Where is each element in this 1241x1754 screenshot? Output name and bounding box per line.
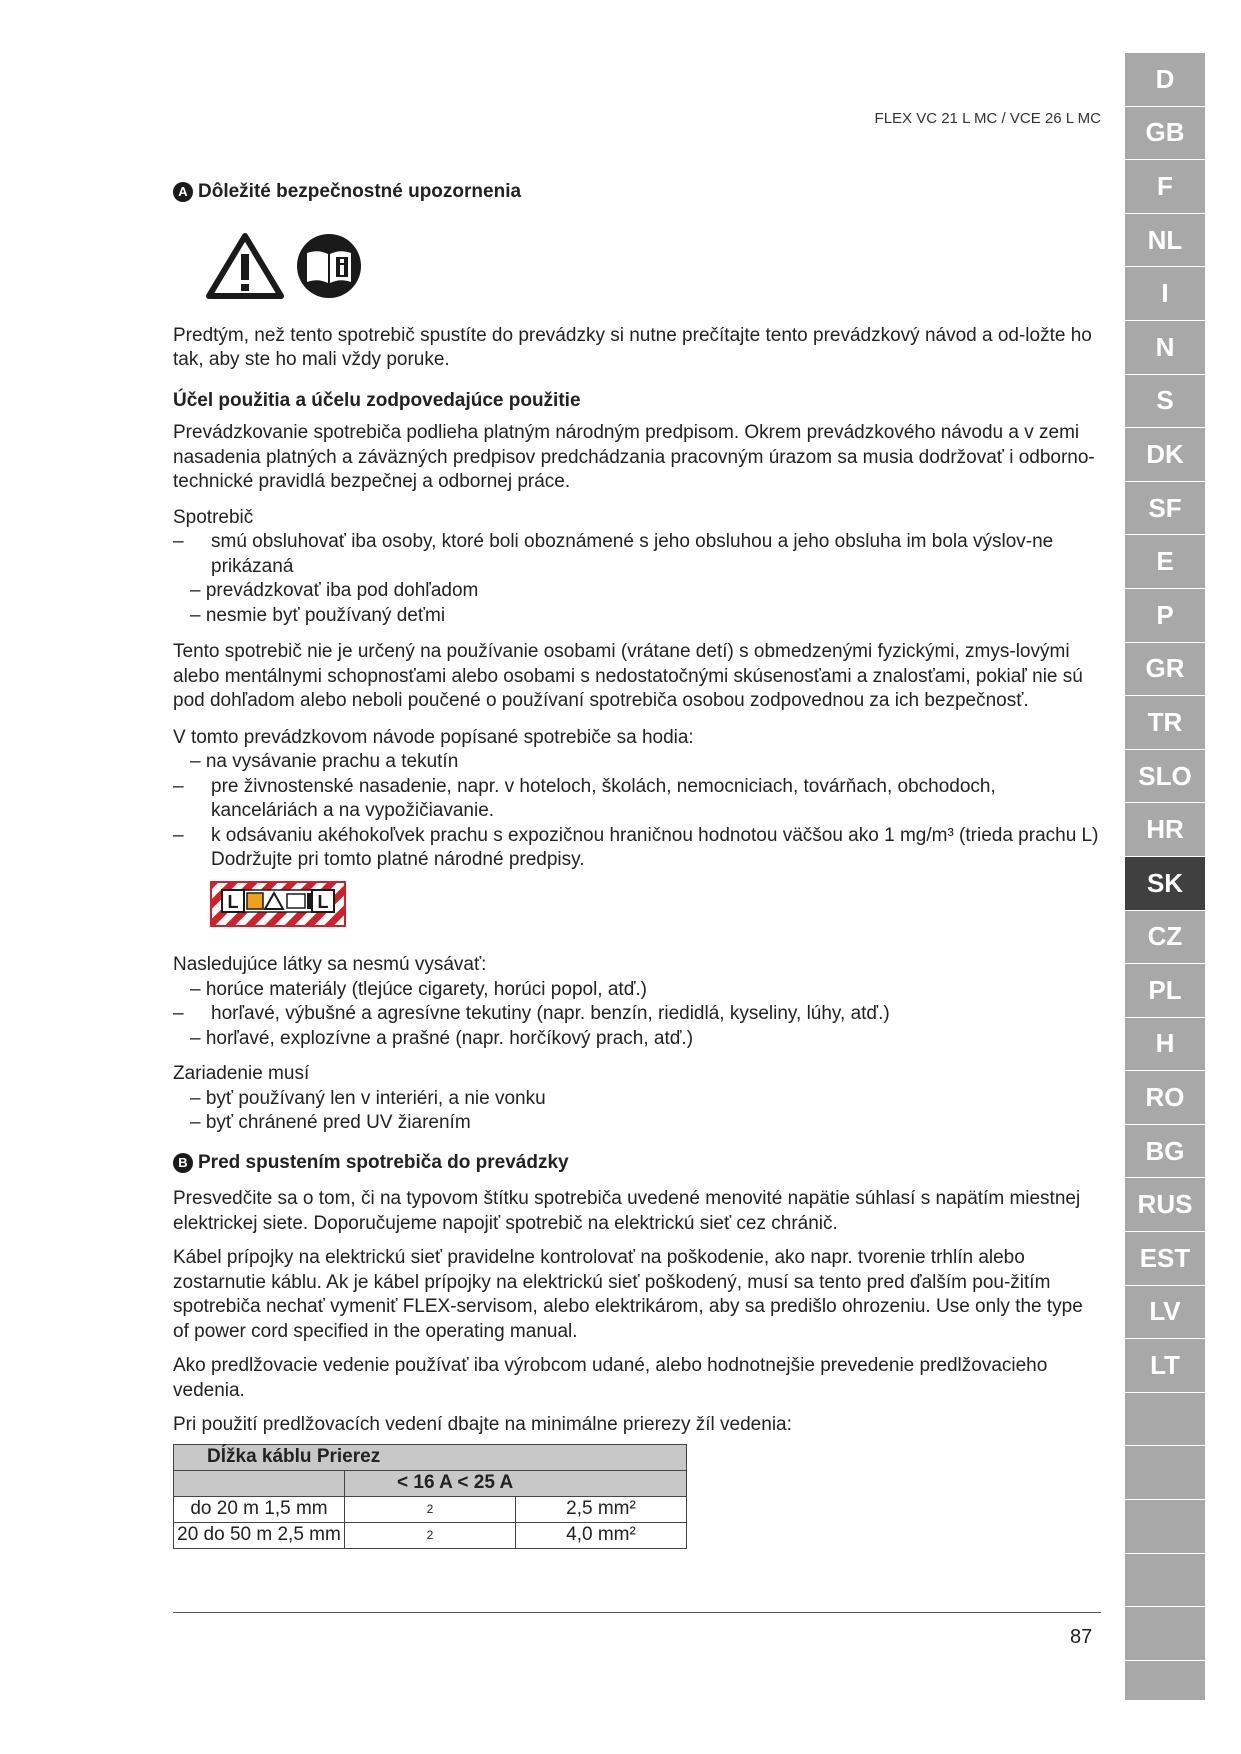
table-header: Dĺžka káblu Prierez (174, 1444, 687, 1470)
language-tab-bg[interactable]: BG (1125, 1125, 1205, 1179)
language-tab-nl[interactable]: NL (1125, 214, 1205, 268)
language-tab-d[interactable]: D (1125, 53, 1205, 107)
warning-triangle-icon (206, 232, 284, 300)
table-subheader: < 16 A < 25 A (345, 1470, 687, 1496)
language-sidebar (1125, 53, 1205, 1700)
language-tab-pl[interactable]: PL (1125, 964, 1205, 1018)
list-item: – smú obsluhovať iba osoby, ktoré boli oboznámené s jeho obsluhou a jeho obsluha im bola výslov-ne prikázaná (173, 530, 1103, 579)
extension-paragraph: Ako predlžovacie vedenie používať iba výrobcom udané, alebo hodnotnejšie prevedenie predlžovacieho vedenia. (173, 1355, 1048, 1401)
table-cell-length: do 20 m 1,5 mm (174, 1496, 345, 1522)
language-tab-empty (1125, 1607, 1205, 1661)
lbadge-letter-right: L (317, 891, 329, 912)
language-tab-sf[interactable]: SF (1125, 482, 1205, 536)
language-tab-e[interactable]: E (1125, 535, 1205, 589)
section-b-title (173, 1151, 1103, 1176)
list-item: – k odsávaniu akéhokoľvek prachu s expozičnou hraničnou hodnotou väčšou ako 1 mg/m³ (trieda prachu L) Dodržujte pri tomto platné národné predpisy. (173, 824, 1103, 873)
footer-divider (173, 1612, 1101, 1613)
cross-section-paragraph: Pri použití predlžovacích vedení dbajte na minimálne prierezy žíl vedenia: (173, 1414, 792, 1435)
language-tab-slo[interactable]: SLO (1125, 750, 1205, 804)
language-tab-ro[interactable]: RO (1125, 1071, 1205, 1125)
table-header-row (174, 1444, 687, 1470)
table-row (174, 1496, 687, 1522)
list-item-text: smú obsluhovať iba osoby, ktoré boli oboznámené s jeho obsluhou a jeho obsluha im bola výslov-ne prikázaná (211, 531, 1054, 577)
language-tab-cz[interactable]: CZ (1125, 911, 1205, 965)
list-item-text: horľavé, výbušné a agresívne tekutiny (napr. benzín, riedidlá, kyseliny, lúhy, atď.) (211, 1003, 890, 1024)
list-item: – na vysávanie prachu a tekutín (190, 751, 459, 772)
table-cell-length: 20 do 50 m 2,5 mm (174, 1522, 345, 1548)
intro-paragraph: Predtým, než tento spotrebič spustíte do prevádzky si nutne prečítajte tento prevádzkový návod a od-ložte ho tak, aby ste ho mali vždy poruke. (173, 324, 1092, 370)
language-tab-i[interactable]: I (1125, 267, 1205, 321)
list-item: – horúce materiály (tlejúce cigarety, horúci popol, atď.) (190, 978, 647, 1000)
list-item: – byť používaný len v interiéri, a nie vonku (190, 1087, 546, 1109)
language-tab-n[interactable]: N (1125, 321, 1205, 375)
language-tab-hr[interactable]: HR (1125, 803, 1205, 857)
list-item: – nesmie byť používaný deťmi (190, 604, 446, 626)
language-tab-empty (1125, 1661, 1205, 1715)
language-tab-empty (1125, 1393, 1205, 1447)
device-label: Zariadenie musí (173, 1063, 310, 1084)
table-cell-value: 4,0 mm² (516, 1522, 687, 1548)
restriction-paragraph: Tento spotrebič nie je určený na používanie osobami (vrátane detí) s obmedzenými fyzickými, zmys-lovými alebo mentálnymi schopnosťami alebo osobami s nedostatočnými skúsenosťami a znalosťami, pokiaľ nie sú pod dohľadom alebo neboli poučené o používaní spotrebiča osobou zodpovednou za ich bezpečnosť. (173, 641, 1083, 711)
language-tab-tr[interactable]: TR (1125, 696, 1205, 750)
voltage-paragraph: Presvedčite sa o tom, či na typovom štítku spotrebiča uvedené menovité napätie súhlasí s napätím miestnej elektrickej siete. Doporučujeme napojiť spotrebič na elektrickú sieť cez chránič. (173, 1188, 1081, 1234)
list-item: – byť chránené pred UV žiarením (190, 1112, 471, 1133)
page-number: 87 (1070, 1626, 1093, 1648)
language-tab-est[interactable]: EST (1125, 1232, 1205, 1286)
language-tab-lv[interactable]: LV (1125, 1286, 1205, 1340)
language-tab-f[interactable]: F (1125, 160, 1205, 214)
language-tab-dk[interactable]: DK (1125, 428, 1205, 482)
language-tab-p[interactable]: P (1125, 589, 1205, 643)
language-tab-lt[interactable]: LT (1125, 1339, 1205, 1393)
list-item: – pre živnostenské nasadenie, napr. v hoteloch, školách, nemocniciach, továrňach, obchodoch, kanceláriách a na vypožičiavanie. (173, 775, 1103, 824)
language-tab-gr[interactable]: GR (1125, 643, 1205, 697)
language-tab-empty (1125, 1500, 1205, 1554)
cable-check-paragraph: Kábel prípojky na elektrickú sieť pravidelne kontrolovať na poškodenie, ako napr. tvorenie trhlín alebo zostarnutie káblu. Ak je kábel prípojky na elektrickú sieť poškodený, musí sa tento pred ďalším pou-žitím spotrebiča nechať vymeniť FLEX-servisom, alebo elektrikárom, aby sa predišlo ohrozeniu. Use only the type of power cord specified in the operating manual. (173, 1247, 1083, 1342)
warning-icons (206, 229, 1103, 304)
section-a-title (173, 180, 1103, 205)
cable-table (173, 1444, 687, 1549)
dust-class-l-icon (210, 881, 346, 927)
list-item-text: pre živnostenské nasadenie, napr. v hoteloch, školách, nemocniciach, továrňach, obchodoch, kanceláriách a na vypožičiavanie. (211, 775, 996, 821)
language-tab-empty (1125, 1554, 1205, 1608)
list-item: – horľavé, výbušné a agresívne tekutiny (napr. benzín, riedidlá, kyseliny, lúhy, atď.) (173, 1002, 1103, 1027)
list-item: – prevádzkovať iba pod dohľadom (190, 580, 479, 601)
language-tab-rus[interactable]: RUS (1125, 1178, 1205, 1232)
list-item-text: k odsávaniu akéhokoľvek prachu s expozičnou hraničnou hodnotou väčšou ako 1 mg/m³ (trieda prachu L) Dodržujte pri tomto platné národné predpisy. (211, 824, 1099, 870)
table-cell-sup: 2 (345, 1522, 516, 1548)
language-tab-gb[interactable]: GB (1125, 107, 1205, 161)
suitable-label: V tomto prevádzkovom návode popísané spotrebiče sa hodia: (173, 726, 694, 748)
section-b-title-text: Pred spustením spotrebiča do prevádzky (198, 1151, 569, 1173)
language-tab-sk[interactable]: SK (1125, 857, 1205, 911)
section-b-badge: B (173, 1153, 193, 1173)
purpose-title: Účel použitia a účelu zodpovedajúce použitie (173, 389, 581, 411)
product-model: FLEX VC 21 L MC / VCE 26 L MC (874, 110, 1101, 127)
page-content (173, 180, 1103, 1549)
list-item: – horľavé, explozívne a prašné (napr. horčíkový prach, atď.) (190, 1027, 694, 1049)
language-tab-s[interactable]: S (1125, 375, 1205, 429)
read-manual-icon (296, 233, 362, 299)
table-subheader-row (174, 1470, 687, 1496)
purpose-paragraph: Prevádzkovanie spotrebiča podlieha platným národným predpisom. Okrem prevádzkového návodu a v zemi nasadenia platných a záväzných predpisov predchádzania pracovným úrazom sa musia dodržovať i odborno-technické pravidlá bezpečnej a odbornej práce. (173, 422, 1095, 492)
section-a-badge: A (173, 182, 193, 202)
table-row (174, 1522, 687, 1548)
table-cell-value: 2,5 mm² (516, 1496, 687, 1522)
lbadge-letter-left: L (227, 891, 239, 912)
appliance-label: Spotrebič (173, 506, 254, 528)
section-a-title-text: Dôležité bezpečnostné upozornenia (198, 181, 522, 202)
language-tab-empty (1125, 1446, 1205, 1500)
language-tab-h[interactable]: H (1125, 1018, 1205, 1072)
prohibited-label: Nasledujúce látky sa nesmú vysávať: (173, 954, 487, 975)
table-cell-sup: 2 (345, 1496, 516, 1522)
